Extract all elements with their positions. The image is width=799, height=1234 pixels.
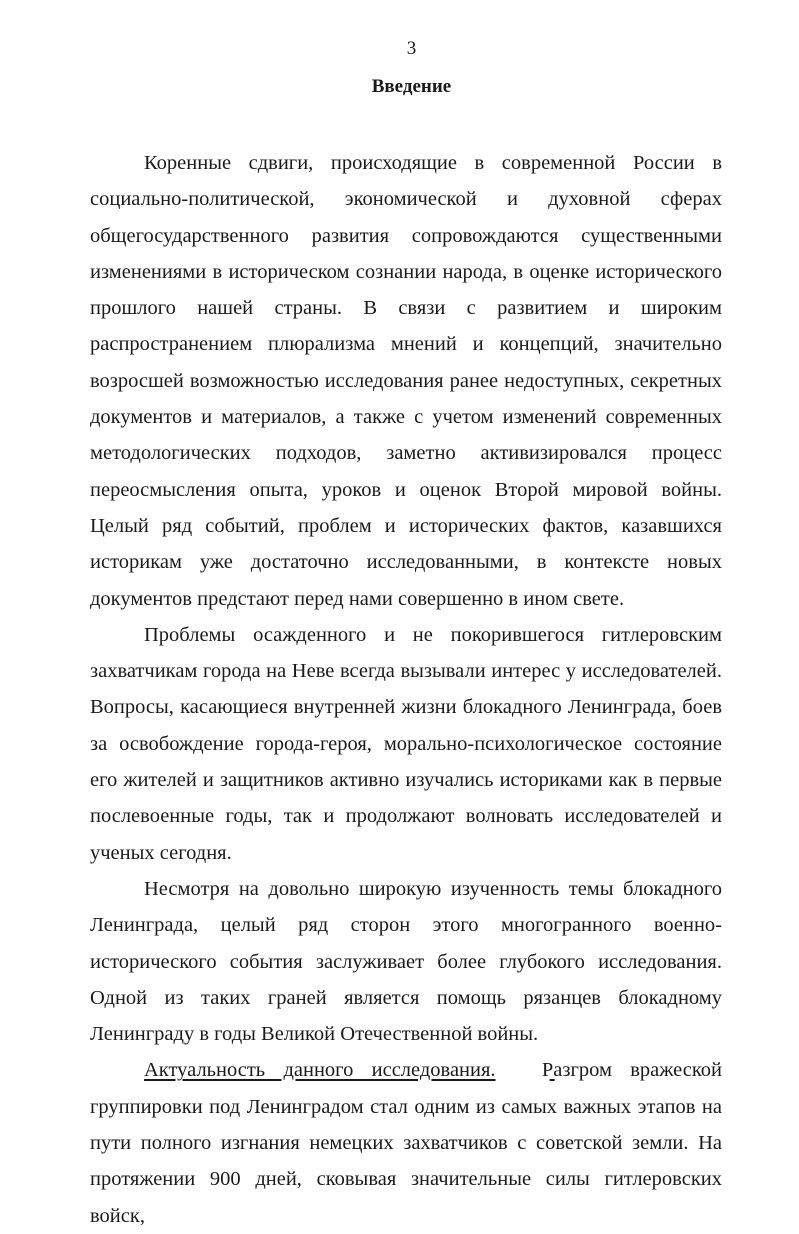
section-title: Введение: [371, 76, 452, 97]
paragraph-leningrad-problems: Проблемы осажденного и не покорившегося гитлеровским захватчикам города на Неве всегда вызывали интерес у исследователей. Вопросы, касающиеся внутренней жизни блокадного Ленинграда, боев за освобождение города-героя, морально-психологическое состояние его жителей и защитников активно изучались историками как в первые послевоенные годы, так и продолжают волновать исследователей и ученых сегодня.: [90, 623, 722, 864]
paragraph-intro: Коренные сдвиги, происходящие в современной России в социально-политической, экономической и духовной сферах общегосударственного развития сопровождаются существенными изменениями в историческом сознании народа, в оценке исторического прошлого нашей страны. В связи с развитием и широким распространением плюрализма мнений и концепций, значительно возросшей возможностью исследования ранее недоступных, секретных документов и материалов, а также с учетом изменений современных методологических подходов, заметно активизировался процесс переосмысления опыта, уроков и оценок Второй мировой войны. Целый ряд событий, проблем и исторических фактов, казавшихся историкам уже достаточно исследованными, в контексте новых документов предстают перед нами совершенно в ином свете.: [90, 152, 722, 610]
relevance-heading: Актуальность данного исследования.: [144, 1059, 496, 1082]
heading-underline-gap: [496, 1052, 524, 1088]
paragraph-relevance: [90, 1052, 722, 1233]
paragraph-research-gap: Несмотря на довольно широкую изученность темы блокадного Ленинграда, целый ряд сторон этого многогранного военно-исторического события заслуживает более глубокого исследования. Одной из таких граней является помощь рязанцев блокадному Ленинграду в годы Великой Отечественной войны.: [90, 877, 722, 1046]
body-text: [90, 145, 722, 1234]
page-number: 3: [406, 38, 417, 59]
relevance-text: Разгром вражеской группировки под Ленинградом стал одним из самых важных этапов на пути полного изгнания немецких захватчиков с советской земли. На протяжении 900 дней, сковывая значительные силы гитлеровских войск,: [90, 1059, 723, 1227]
